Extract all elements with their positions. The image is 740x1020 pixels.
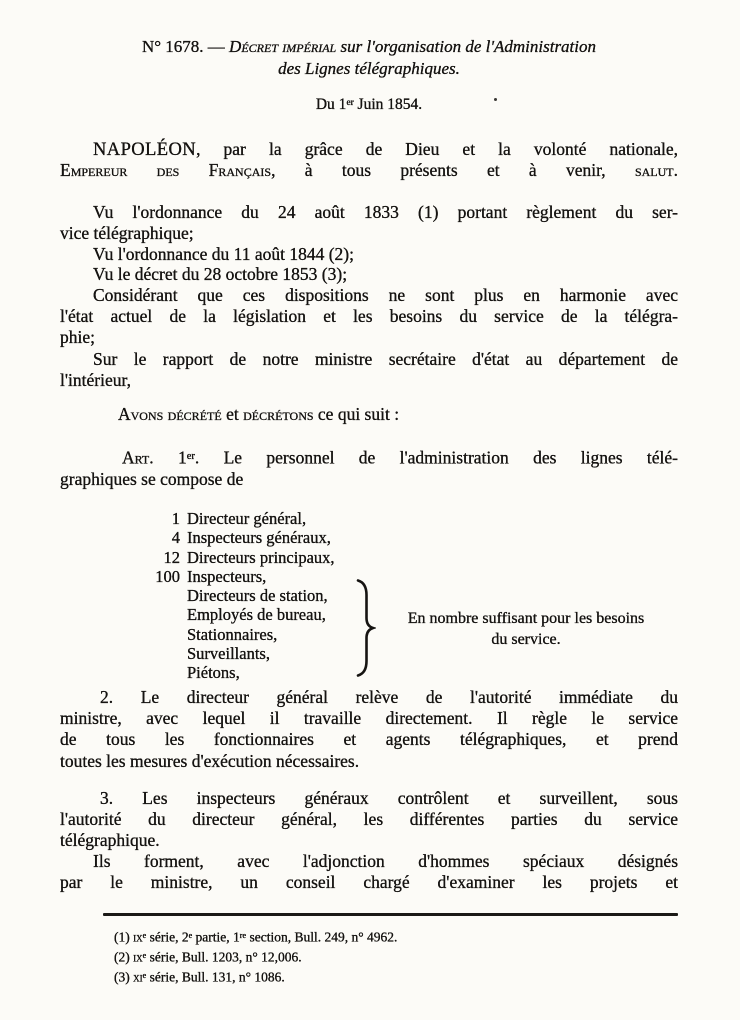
recital-rapport [60, 349, 678, 391]
staff-list-item [128, 548, 335, 567]
preamble-line: Empereur des Français, à tous présents et à venir, salut. [60, 160, 678, 181]
recital-line: Vu l'ordonnance du 11 août 1844 (2); [93, 244, 354, 264]
article-3-line: l'autorité du directeur général, les différentes parties du service [60, 809, 678, 830]
staff-label: Stationnaires, [187, 624, 278, 644]
article-3-line: par le ministre, un conseil chargé d'examiner les projets et [60, 872, 678, 893]
staff-list-item [128, 528, 335, 547]
article-1-line: Art. 1er. Le personnel de l'administration des lignes télé- [122, 447, 678, 468]
staff-label: Directeurs de station, [187, 586, 328, 606]
staff-label: Piétons, [187, 663, 240, 683]
article-2 [60, 687, 678, 772]
recital-line: vice télégraphique; [60, 223, 194, 244]
recital-line: Vu le décret du 28 octobre 1853 (3); [93, 264, 348, 284]
brace-note-line: du service. [491, 630, 561, 648]
enacting-formula-line: Avons décrété et décrétons ce qui suit : [118, 404, 400, 424]
decree-title-line1: N° 1678. — Décret impérial sur l'organisation de l'Administration [141, 37, 597, 56]
footnote-rule [103, 913, 678, 916]
article-2-line: de tous les fonctionnaires et agents télégraphiques, et prend [60, 729, 678, 750]
article-2-line: ministre, avec lequel il travaille directement. Il règle le service [60, 708, 678, 729]
article-3-line: télégraphique. [60, 830, 160, 851]
article-3 [60, 788, 678, 852]
preamble-napoleon [60, 139, 678, 181]
grouping-brace-icon [354, 579, 376, 677]
staff-label: Surveillants, [187, 644, 270, 664]
staff-count: 4 [171, 528, 180, 548]
recital-line: Sur le rapport de notre ministre secrétaire d'état au département de [93, 349, 678, 369]
decree-date: Du 1er Juin 1854. [315, 95, 423, 113]
preamble-line: NAPOLÉON, par la grâce de Dieu et la volonté nationale, [93, 139, 678, 160]
staff-label: Inspecteurs généraux, [187, 528, 331, 548]
recital-line: Vu l'ordonnance du 24 août 1833 (1) portant règlement du ser- [93, 202, 678, 222]
decree-title-line2: des Lignes télégraphiques. [278, 59, 460, 78]
article-3-line: Ils forment, avec l'adjonction d'hommes spéciaux désignés [93, 851, 678, 871]
staff-label: Directeurs principaux, [187, 547, 335, 567]
staff-list-item [128, 605, 335, 624]
staff-list-item [128, 567, 335, 586]
recital-line: phie; [60, 327, 95, 348]
footnotes [114, 927, 397, 987]
article-1-line: graphiques se compose de [60, 468, 244, 489]
recital-1853 [60, 264, 678, 285]
recital-considerant [60, 285, 678, 349]
staff-list-item [128, 625, 335, 644]
staff-list-item [128, 509, 335, 528]
staff-label: Employés de bureau, [187, 605, 326, 625]
staff-list-item [128, 644, 335, 663]
article-1 [60, 446, 678, 490]
staff-list-item [128, 663, 335, 682]
footnote-3: (3) $xi^e$ série, Bull. 131, n° 1086. [114, 969, 285, 985]
recital-line: l'intérieur, [60, 370, 131, 391]
staff-list [128, 509, 335, 683]
recital-1833 [60, 202, 678, 244]
recital-line: Considérant que ces dispositions ne sont plus en harmonie avec [93, 285, 678, 305]
article-3-line: 3. Les inspecteurs généraux contrôlent et surveillent, sous [100, 788, 678, 808]
footnote-1: (1) $ix^e$ série, 2e partie, 1re section, Bull. 249, n° 4962. [114, 929, 398, 945]
enacting-formula [60, 404, 678, 425]
brace-note-line: En nombre suffisant pour les besoins [407, 610, 645, 627]
staff-label: Directeur général, [187, 509, 307, 528]
article-2-line: 2. Le directeur général relève de l'autorité immédiate du [100, 687, 678, 707]
footnote-2: (2) $ix^e$ série, Bull. 1203, n° 12,006. [114, 949, 302, 965]
brace-note [380, 609, 672, 650]
staff-count: 12 [163, 547, 180, 567]
decree-title-block [60, 36, 678, 115]
article-2-line: toutes les mesures d'exécution nécessaires. [60, 750, 360, 771]
staff-label: Inspecteurs, [187, 566, 267, 586]
staff-count: 100 [155, 566, 180, 586]
staff-list-item [128, 586, 335, 605]
article-3-continuation [60, 851, 678, 893]
staff-count: 1 [171, 509, 180, 528]
recital-line: l'état actuel de la législation et les besoins du service de la télégra- [60, 306, 678, 327]
recital-1844 [60, 244, 678, 265]
ink-speck [494, 98, 497, 101]
